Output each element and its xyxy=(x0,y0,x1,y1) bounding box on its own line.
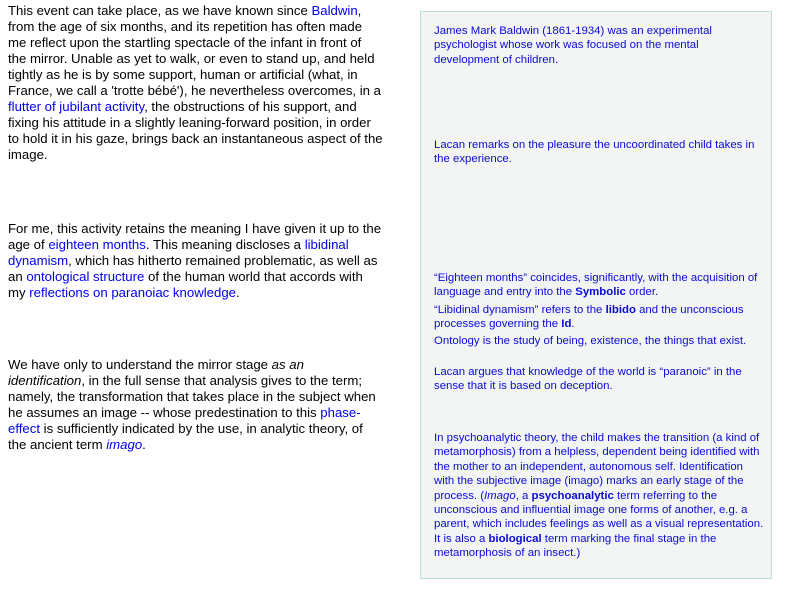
text-run: . xyxy=(571,318,575,331)
link-flutter-of-jubilant-activity[interactable]: flutter of jubilant activity xyxy=(8,99,145,114)
text-run: , the obstructions of his support, and fixing his attitude in a slightly leaning-forward position, in order to hold it in his gaze, brings back an instantaneous aspect of the image. xyxy=(8,99,383,162)
note-libidinal-dynamism xyxy=(434,303,764,332)
note-pleasure xyxy=(434,138,764,167)
text-run: For me, this activity retains the meaning I have given it up to the age of xyxy=(8,221,382,252)
text-run: , in the full sense that analysis gives to the term; namely, the transformation that takes place in the subject when he assumes an image -- whose predestination to this xyxy=(8,373,376,420)
text-run: “Libidinal dynamism” refers to the xyxy=(434,304,606,316)
paragraph-identification xyxy=(8,357,383,453)
note-paranoic xyxy=(434,365,764,394)
bold-term: psychoanalytic xyxy=(531,489,614,502)
note-imago xyxy=(434,431,764,561)
text-run: and the unconscious processes governing the xyxy=(434,304,744,331)
note-ontology xyxy=(434,334,764,348)
bold-term: libido xyxy=(605,304,636,316)
text-run: is sufficiently indicated by the use, in analytic theory, of the ancient term xyxy=(8,421,363,452)
text-run: James Mark Baldwin (1861-1934) was an experimental psychologist whose work was focused on the mental development of children. xyxy=(434,25,712,66)
link-ontological-structure[interactable]: ontological structure xyxy=(26,269,145,284)
paragraph-eighteen-months xyxy=(8,221,383,301)
text-run: Lacan argues that knowledge of the world is “paranoic” in the sense that it is based on deception. xyxy=(434,366,742,393)
bold-term: Symbolic xyxy=(575,286,626,299)
link-baldwin[interactable]: Baldwin xyxy=(311,3,358,18)
text-run: term referring to the unconscious and influential image one forms of another, e.g. a parent, which includes feelings as well as a visual representation. It is also a xyxy=(434,489,764,545)
text-run: Ontology is the study of being, existence, the things that exist. xyxy=(434,335,747,347)
italic-text: Imago xyxy=(484,489,516,502)
text-run: “Eighteen months” coincides, significantly, with the acquisition of language and entry into the xyxy=(434,272,758,299)
text-run: In psychoanalytic theory, the child makes the transition (a kind of metamorphosis) from a helpless, dependent being identified with the mother to an independent, autonomous self. Identification with the subjective image (imago) marks an early stage of the process. ( xyxy=(434,432,760,502)
bold-term: Id xyxy=(561,318,572,331)
text-run: . This meaning discloses a xyxy=(145,237,305,252)
text-run: We have only to understand the mirror stage xyxy=(8,357,272,372)
link-phase-effect[interactable]: phase-effect xyxy=(8,405,361,436)
text-run: , a xyxy=(515,489,532,502)
text-run: of the human world that accords with my xyxy=(8,269,363,300)
text-run: , from the age of six months, and its repetition has often made me reflect upon the startling spectacle of the infant in front of the mirror. Unable as yet to walk, or even to stand up, and held tightly as he is by some support, human or artificial (what, in France, we call a 'trotte bébé'), he nevertheless overcomes, in a xyxy=(8,3,382,98)
text-run: This event can take place, as we have known since xyxy=(8,3,312,18)
text-run: . xyxy=(236,285,240,300)
text-run: term marking the final stage in the metamorphosis of an insect.) xyxy=(434,532,717,560)
bold-term: biological xyxy=(488,532,542,545)
text-run: . xyxy=(142,437,146,452)
link-imago[interactable]: imago xyxy=(106,437,143,452)
text-run: order. xyxy=(625,286,659,299)
text-run: Lacan remarks on the pleasure the uncoordinated child takes in the experience. xyxy=(434,139,755,166)
link-paranoiac-knowledge[interactable]: reflections on paranoiac knowledge xyxy=(29,285,236,300)
annotations-panel xyxy=(420,11,772,579)
link-eighteen-months[interactable]: eighteen months xyxy=(48,237,146,252)
note-eighteen-months xyxy=(434,271,764,300)
link-libidinal-dynamism[interactable]: libidinal dynamism xyxy=(8,237,349,268)
note-baldwin xyxy=(434,24,764,67)
text-run: , which has hitherto remained problematic, as well as an xyxy=(8,253,378,284)
paragraph-baldwin-mirror xyxy=(8,3,383,163)
italic-text: as an identification xyxy=(8,357,304,388)
